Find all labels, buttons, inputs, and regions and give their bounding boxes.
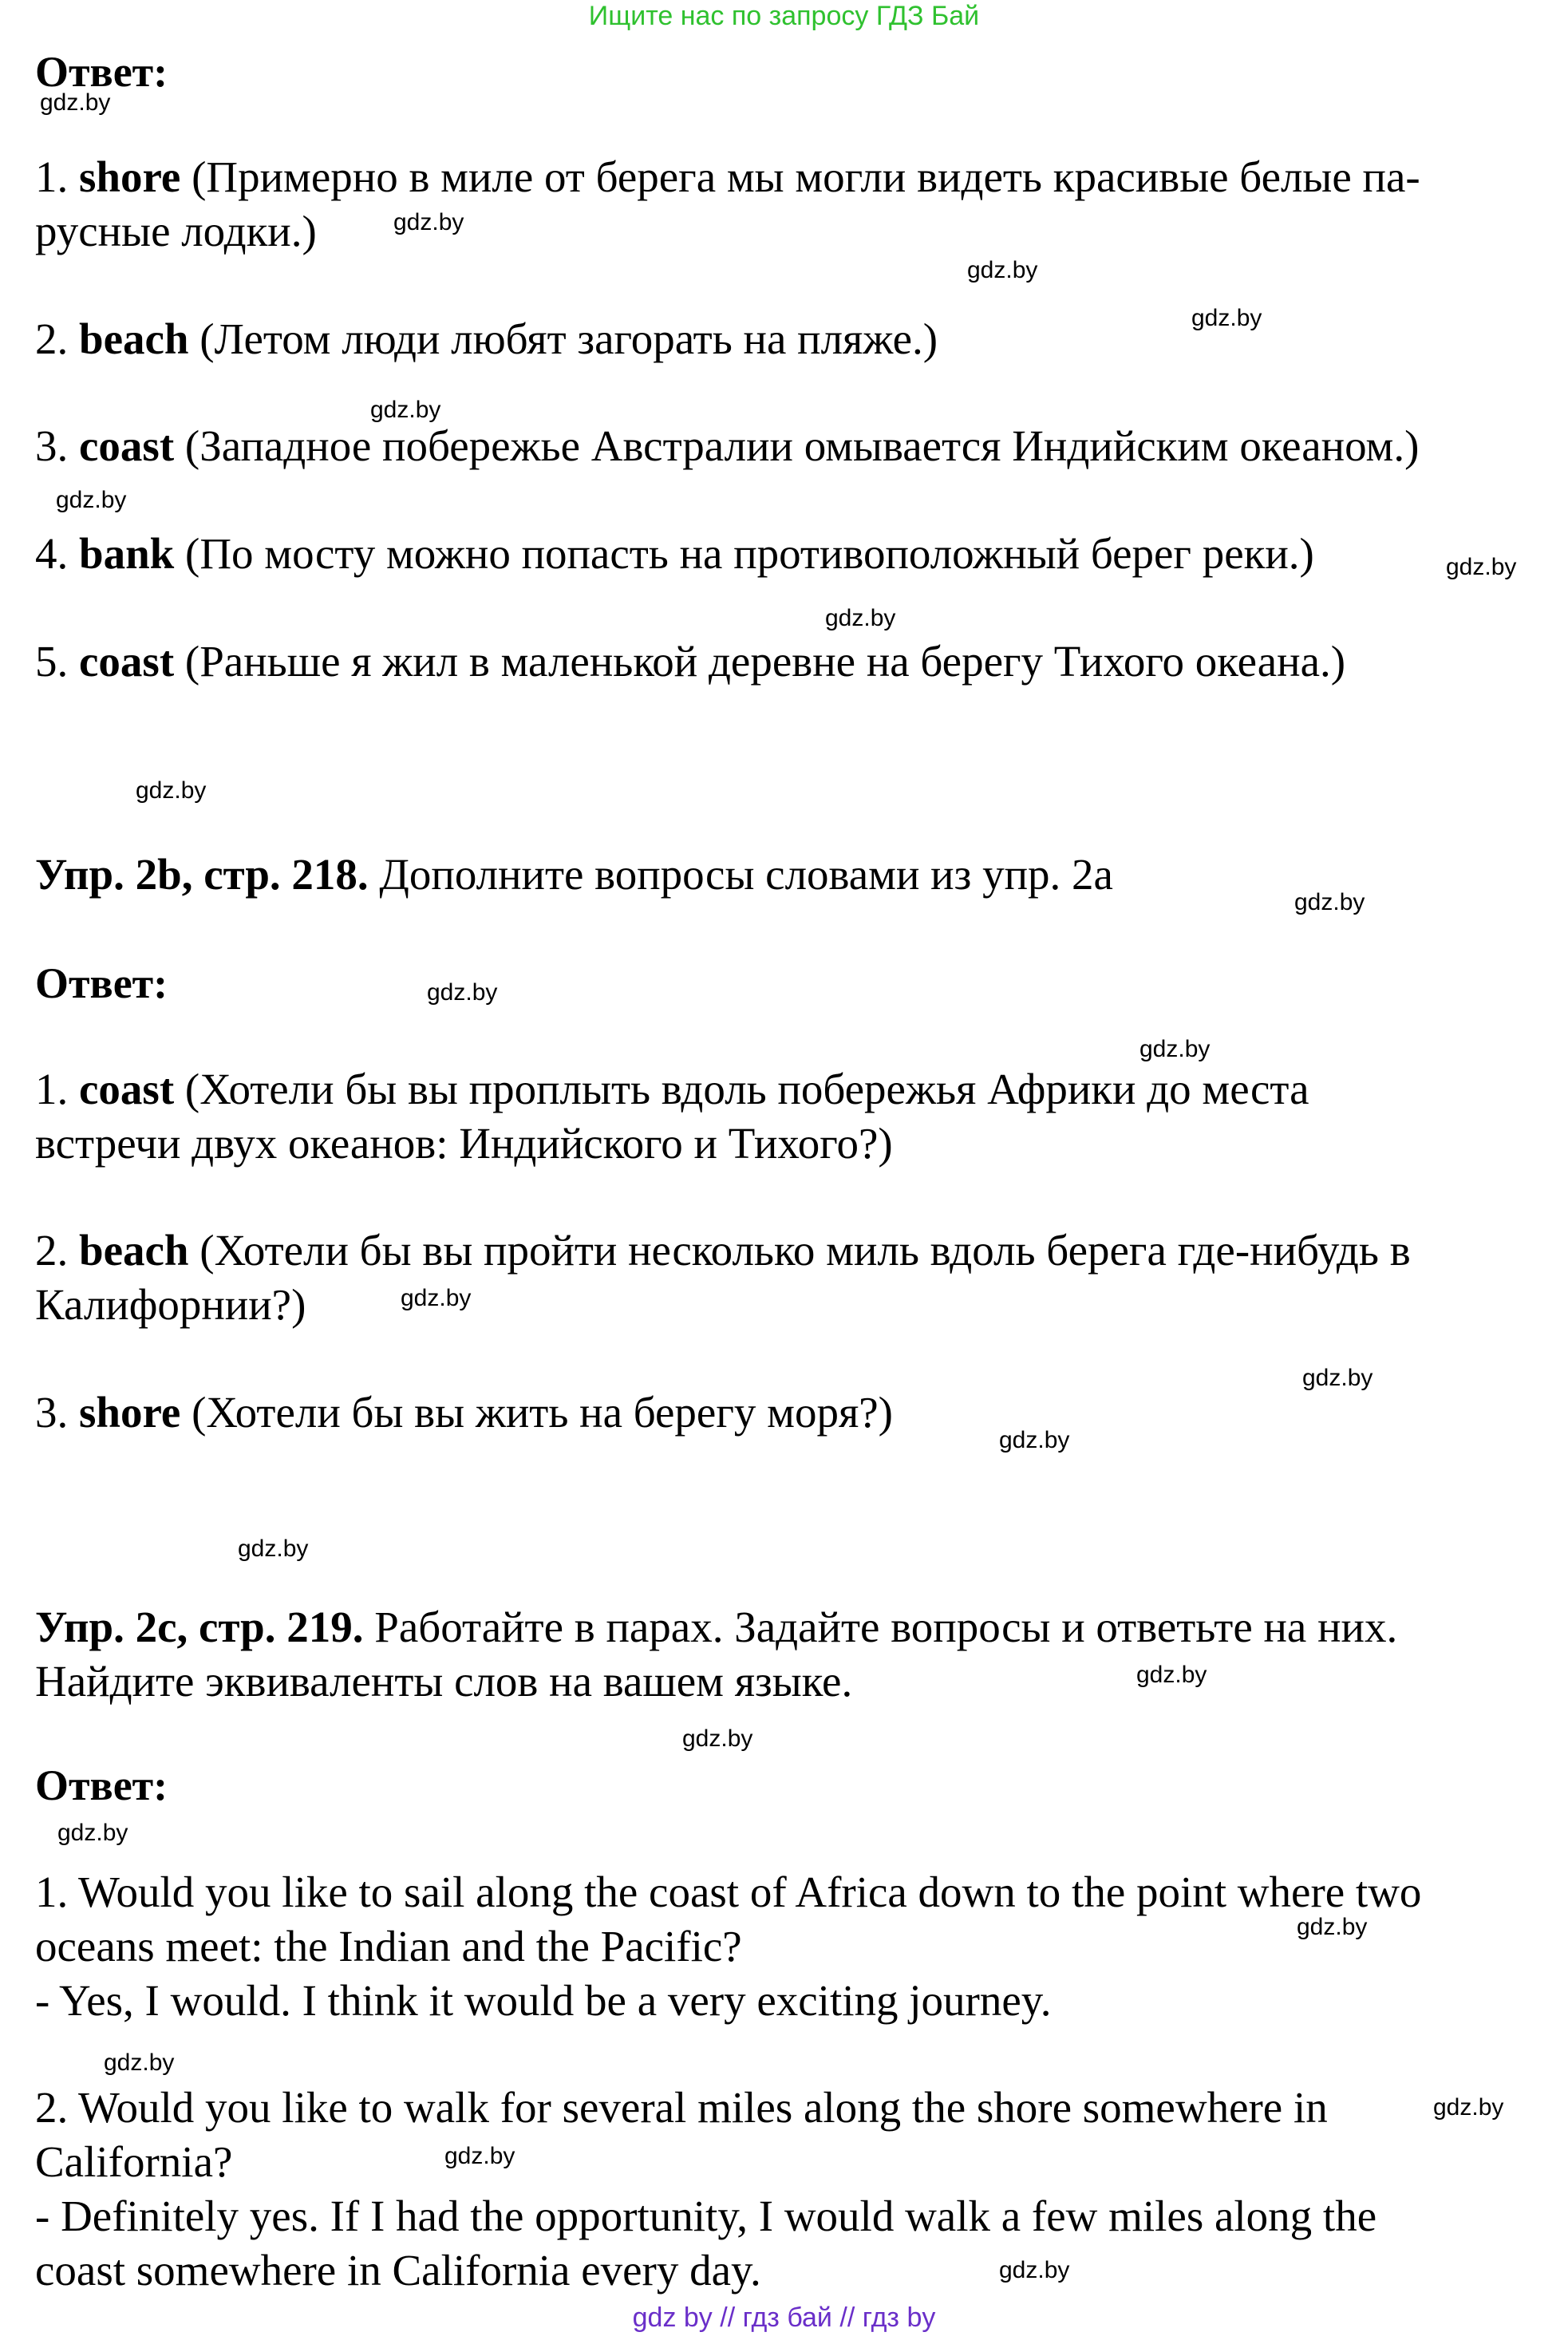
s3-item-2-a2: coast somewhere in California every day. [35, 2246, 761, 2295]
watermark: gdz.by [999, 2257, 1070, 2283]
answer-heading-3: Ответ: [35, 1761, 168, 1809]
watermark: gdz.by [393, 209, 464, 235]
watermark: gdz.by [1136, 1662, 1207, 1688]
s1-item-5: 5. coast (Раньше я жил в маленькой деревне на берегу Тихого океана.) [35, 637, 1346, 686]
watermark: gdz.by [967, 257, 1038, 283]
top-banner: Ищите нас по запросу ГДЗ Бай [588, 1, 980, 31]
watermark: gdz.by [1433, 2094, 1504, 2121]
s2-item-1-line1: 1. coast (Хотели бы вы проплыть вдоль побережья Африки до места [35, 1065, 1309, 1113]
s2-item-2-line2: Калифорнии?) [35, 1280, 306, 1329]
watermark: gdz.by [40, 89, 111, 116]
watermark: gdz.by [682, 1725, 753, 1752]
s3-item-2-q1: 2. Would you like to walk for several miles along the shore somewhere in [35, 2083, 1328, 2132]
s3-item-2-a1: - Definitely yes. If I had the opportunity, I would walk a few miles along the [35, 2192, 1377, 2240]
answer-heading-1: Ответ: [35, 48, 168, 96]
watermark: gdz.by [136, 777, 207, 804]
s1-item-2: 2. beach (Летом люди любят загорать на пляже.) [35, 314, 938, 363]
watermark: gdz.by [999, 1427, 1070, 1453]
watermark: gdz.by [1294, 889, 1365, 915]
s2-item-2-line1: 2. beach (Хотели бы вы пройти несколько миль вдоль берега где-нибудь в [35, 1226, 1411, 1275]
watermark: gdz.by [56, 487, 127, 513]
footer: gdz by // гдз бай // гдз by [632, 2302, 936, 2333]
s2-item-3: 3. shore (Хотели бы вы жить на берегу моря?) [35, 1388, 893, 1437]
watermark: gdz.by [238, 1536, 309, 1562]
answer-heading-2: Ответ: [35, 959, 168, 1007]
watermark: gdz.by [825, 605, 896, 631]
watermark: gdz.by [1191, 305, 1262, 331]
watermark: gdz.by [444, 2143, 515, 2169]
s3-item-2-q2: California? [35, 2137, 233, 2186]
watermark: gdz.by [1302, 1365, 1373, 1391]
s1-item-4: 4. bank (По мосту можно попасть на противоположный берег реки.) [35, 529, 1314, 578]
s1-item-1-line2: русные лодки.) [35, 207, 317, 255]
s3-item-1-q2: oceans meet: the Indian and the Pacific? [35, 1922, 742, 1970]
s3-title-line2: Найдите эквиваленты слов на вашем языке. [35, 1657, 853, 1706]
watermark: gdz.by [427, 979, 498, 1006]
watermark: gdz.by [370, 397, 441, 423]
watermark: gdz.by [401, 1285, 472, 1311]
watermark: gdz.by [1446, 554, 1517, 580]
watermark: gdz.by [1139, 1036, 1211, 1062]
s1-item-1-line1: 1. shore (Примерно в миле от берега мы могли видеть красивые белые па- [35, 152, 1420, 201]
s1-item-3: 3. coast (Западное побережье Австралии омывается Индийским океаном.) [35, 421, 1420, 470]
watermark: gdz.by [1297, 1914, 1368, 1940]
s2-title: Упр. 2b, стр. 218. Дополните вопросы словами из упр. 2а [35, 850, 1113, 899]
s3-title-line1: Упр. 2c, стр. 219. Работайте в парах. Задайте вопросы и ответьте на них. [35, 1603, 1398, 1651]
s3-item-1-a1: - Yes, I would. I think it would be a very exciting journey. [35, 1976, 1052, 2025]
watermark: gdz.by [57, 1820, 128, 1846]
s3-item-1-q1: 1. Would you like to sail along the coast of Africa down to the point where two [35, 1868, 1422, 1916]
s2-item-1-line2: встречи двух океанов: Индийского и Тихого?) [35, 1119, 893, 1168]
watermark: gdz.by [104, 2049, 175, 2076]
